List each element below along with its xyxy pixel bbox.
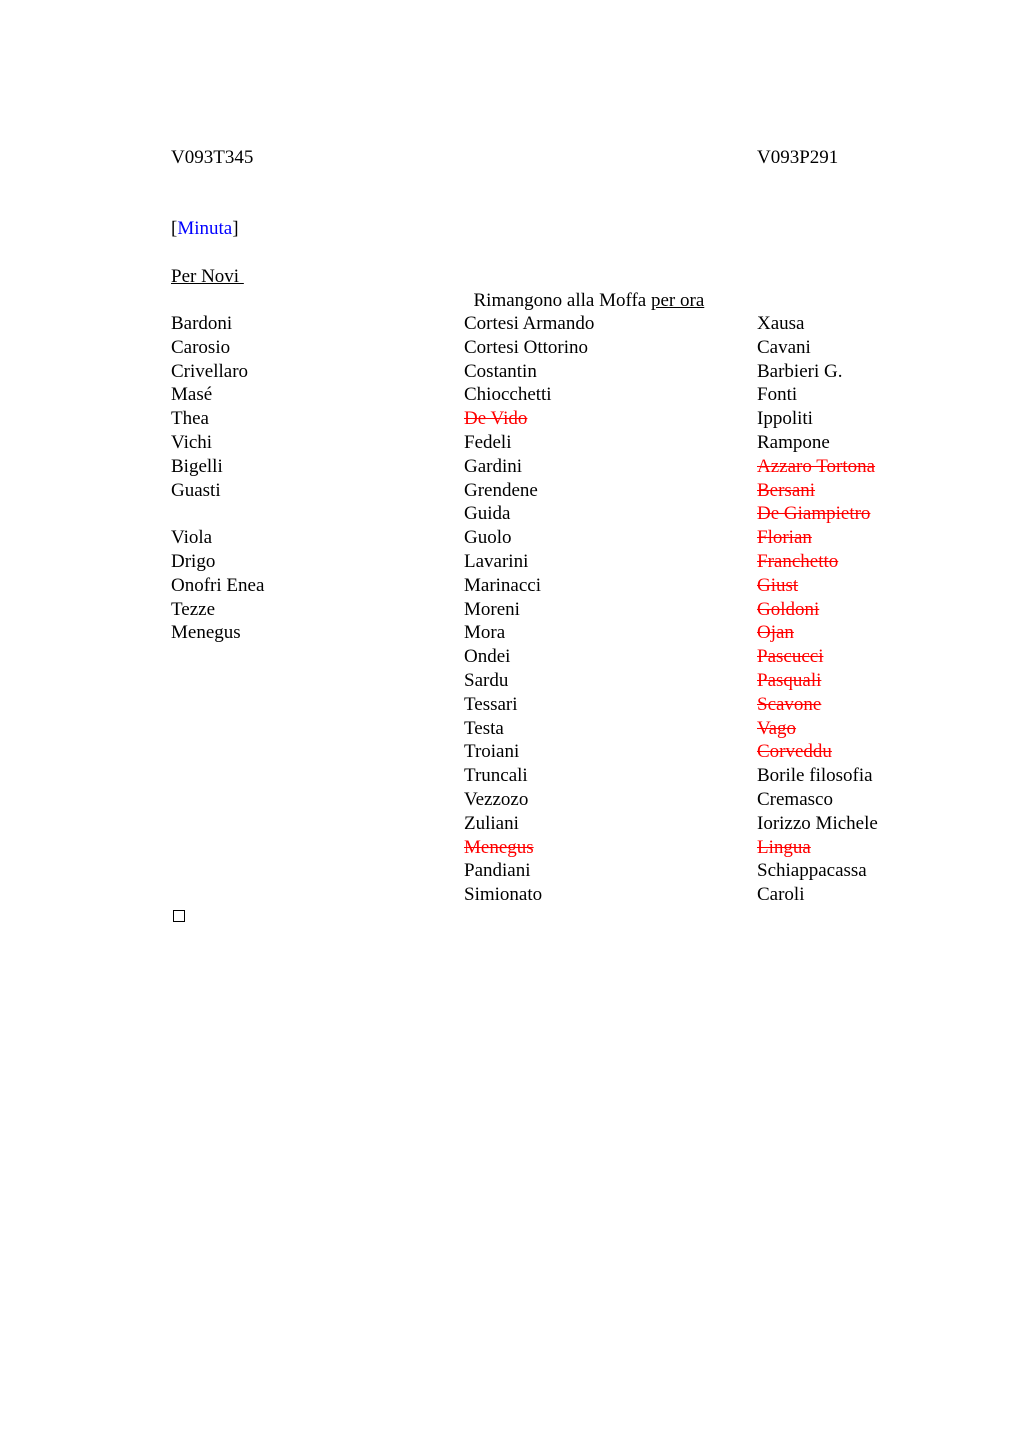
name-entry: Truncali xyxy=(464,765,528,787)
struck-name-entry: Pasquali xyxy=(757,669,822,691)
open-bracket: [ xyxy=(171,218,178,239)
name-entry: Vezzozo xyxy=(464,788,529,810)
moffa-name-list-right xyxy=(757,312,878,907)
struck-name-entry: Franchetto xyxy=(757,550,839,572)
name-entry: Cortesi Ottorino xyxy=(464,336,589,358)
name-entry: Drigo xyxy=(171,550,216,572)
name-entry: Crivellaro xyxy=(171,360,249,382)
name-entry: Tessari xyxy=(464,693,518,715)
struck-name-entry: Azzaro Tortona xyxy=(757,455,876,477)
struck-name-entry: Florian xyxy=(757,527,812,549)
struck-name-entry: Vago xyxy=(757,717,797,739)
name-entry: Masé xyxy=(171,384,213,406)
name-entry: Grendene xyxy=(464,479,538,501)
struck-name-entry: Lingua xyxy=(757,836,811,858)
name-entry: Rampone xyxy=(757,431,830,453)
struck-name-entry: Goldoni xyxy=(757,598,820,620)
name-entry: Borile filosofia xyxy=(757,765,873,787)
name-entry: Iorizzo Michele xyxy=(757,812,878,834)
name-entry: Cavani xyxy=(757,336,811,358)
document-code-left: V093T345 xyxy=(171,147,254,168)
name-entry: Ondei xyxy=(464,646,511,668)
name-entry: Gardini xyxy=(464,455,523,477)
name-entry: Schiappacassa xyxy=(757,860,867,882)
empty-square-mark xyxy=(173,910,185,922)
name-entry: Moreni xyxy=(464,598,520,620)
struck-name-entry: Corveddu xyxy=(757,741,832,763)
name-entry: Cortesi Armando xyxy=(464,313,595,334)
minuta-label xyxy=(171,217,239,241)
struck-name-entry: De Giampietro xyxy=(757,503,871,525)
document-code-right: V093P291 xyxy=(757,147,839,168)
name-entry: Fedeli xyxy=(464,431,512,453)
name-entry: Costantin xyxy=(464,360,537,382)
struck-name-entry: Pascucci xyxy=(757,646,824,668)
name-entry: Bardoni xyxy=(171,313,233,334)
name-entry: Carosio xyxy=(171,336,231,358)
name-entry: Troiani xyxy=(464,741,520,763)
name-entry: Onofri Enea xyxy=(171,574,265,596)
name-entry xyxy=(171,502,264,526)
per-ora-underlined: per ora xyxy=(650,289,705,311)
name-entry: Barbieri G. xyxy=(757,360,843,382)
name-entry: Testa xyxy=(464,717,504,739)
minuta-text: Minuta xyxy=(177,218,233,239)
name-entry: Pandiani xyxy=(464,860,531,882)
struck-name-entry: Scavone xyxy=(757,693,822,715)
name-entry: Xausa xyxy=(757,313,805,334)
name-entry: Guolo xyxy=(464,527,512,549)
name-entry: Simionato xyxy=(464,884,543,906)
name-entry: Menegus xyxy=(171,622,241,644)
rimangono-heading-text: Rimangono alla Moffa xyxy=(473,289,651,311)
name-entry: Fonti xyxy=(757,384,798,406)
struck-name-entry: Bersani xyxy=(757,479,816,501)
name-entry: Bigelli xyxy=(171,455,223,477)
name-entry: Marinacci xyxy=(464,574,542,596)
name-entry: Chiocchetti xyxy=(464,384,552,406)
struck-name-entry: Menegus xyxy=(464,836,534,858)
per-novi-name-list xyxy=(171,312,264,645)
per-novi-heading: Per Novi xyxy=(171,266,244,287)
name-entry: Ippoliti xyxy=(757,408,813,430)
name-entry: Mora xyxy=(464,622,506,644)
name-entry: Zuliani xyxy=(464,812,519,834)
moffa-name-list-middle xyxy=(464,312,594,907)
rimangono-heading xyxy=(464,265,704,313)
name-entry: Caroli xyxy=(757,884,805,906)
struck-name-entry: Giust xyxy=(757,574,799,596)
close-bracket: ] xyxy=(232,218,239,239)
name-entry: Cremasco xyxy=(757,788,833,810)
name-entry: Viola xyxy=(171,527,213,549)
name-entry: Tezze xyxy=(171,598,216,620)
name-entry: Vichi xyxy=(171,431,213,453)
struck-name-entry: Ojan xyxy=(757,622,794,644)
name-entry: Sardu xyxy=(464,669,509,691)
name-entry: Guida xyxy=(464,503,511,525)
struck-name-entry: De Vido xyxy=(464,408,528,430)
name-entry: Lavarini xyxy=(464,550,529,572)
name-entry: Guasti xyxy=(171,479,221,501)
name-entry: Thea xyxy=(171,408,209,430)
